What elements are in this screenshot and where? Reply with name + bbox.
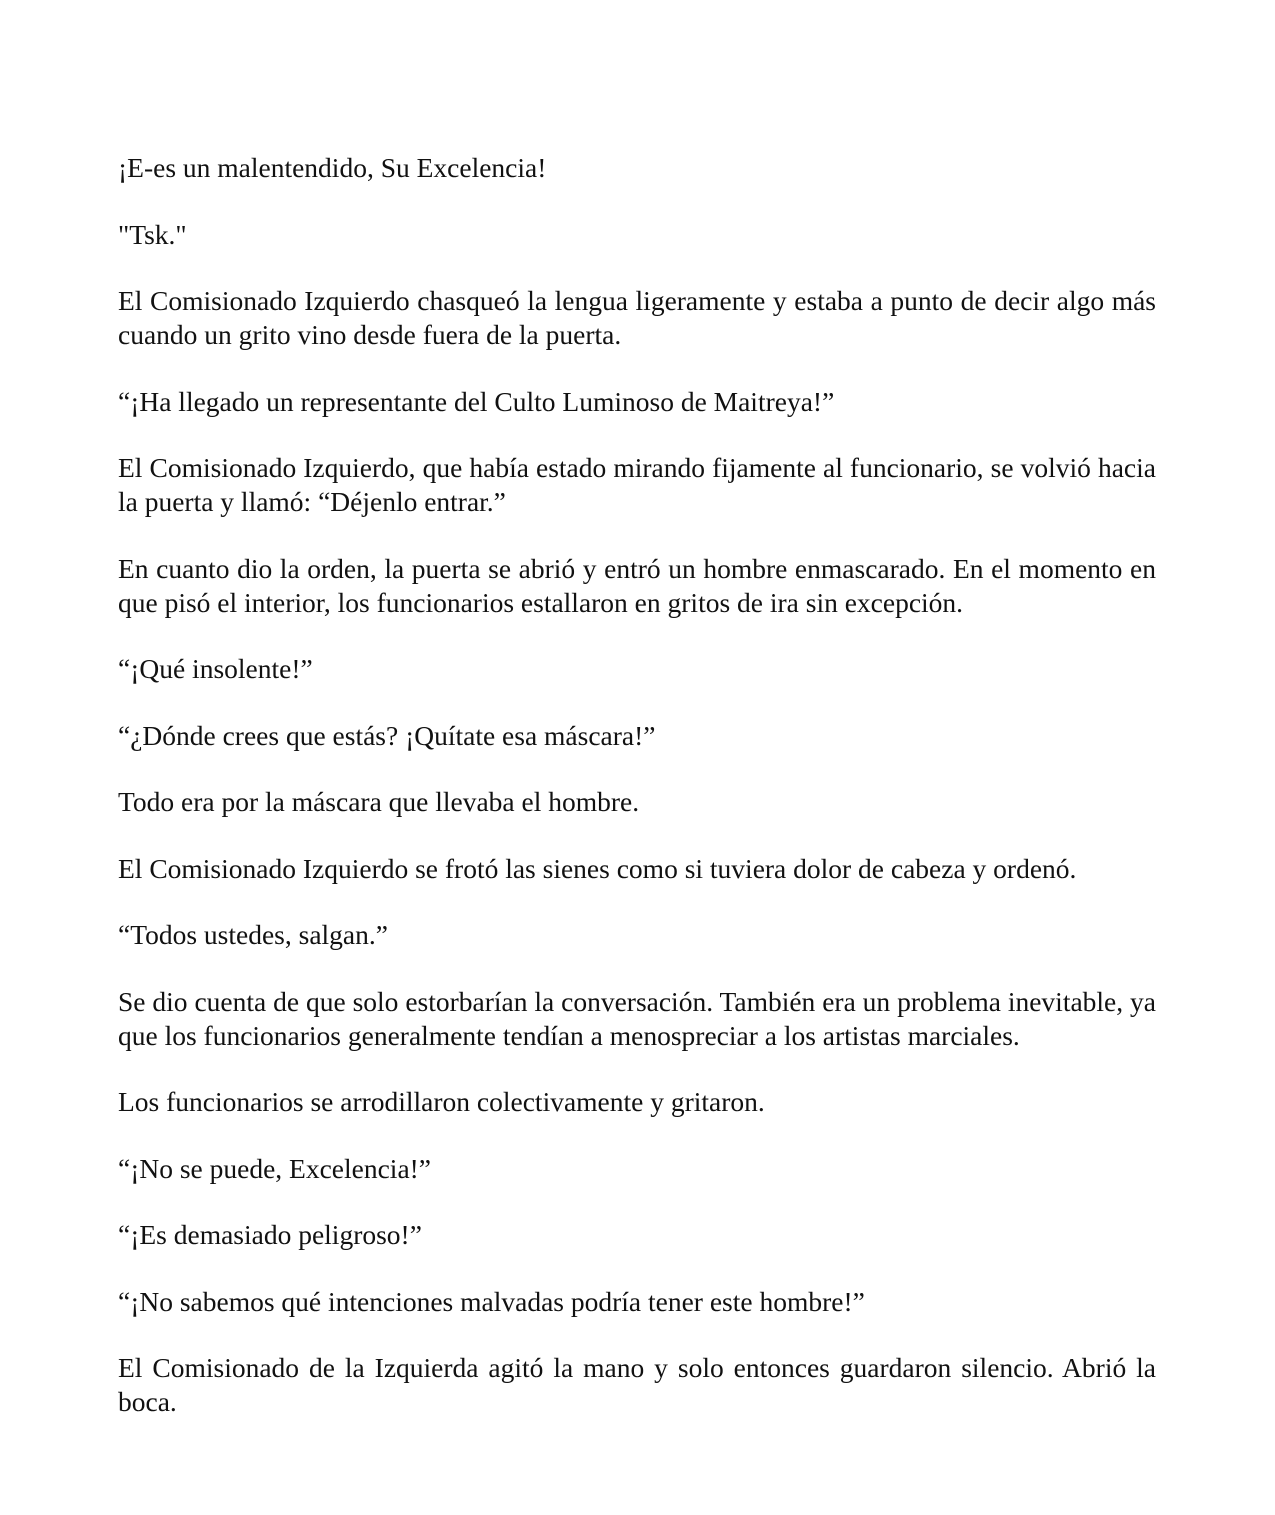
paragraph: “¡No se puede, Excelencia!”	[118, 1152, 432, 1184]
paragraph: En cuanto dio la orden, la puerta se abrió y entró un hombre enmascarado. En el momento en que pisó el interior, los funcionarios estallaron en gritos de ira sin excepción.	[118, 552, 1156, 618]
paragraph: ¡E-es un malentendido, Su Excelencia!	[118, 152, 547, 183]
paragraph: “¡Es demasiado peligroso!”	[118, 1219, 422, 1250]
paragraph: "Tsk."	[118, 218, 187, 250]
paragraph: Todo era por la máscara que llevaba el hombre.	[118, 786, 640, 817]
paragraph: Los funcionarios se arrodillaron colectivamente y gritaron.	[118, 1086, 765, 1117]
paragraph: El Comisionado Izquierdo se frotó las sienes como si tuviera dolor de cabeza y ordenó.	[118, 852, 1077, 884]
paragraph: “¡No sabemos qué intenciones malvadas podría tener este hombre!”	[118, 1285, 865, 1317]
paragraph: “¡Ha llegado un representante del Culto Luminoso de Maitreya!”	[118, 385, 835, 417]
paragraph: El Comisionado Izquierdo, que había estado mirando fijamente al funcionario, se volvió hacia la puerta y llamó: “Déjenlo entrar.”	[118, 452, 1156, 517]
paragraph: “Todos ustedes, salgan.”	[118, 919, 388, 950]
paragraph: “¡Qué insolente!”	[118, 653, 313, 684]
paragraph: El Comisionado de la Izquierda agitó la mano y solo entonces guardaron silencio. Abrió la boca.	[118, 1352, 1156, 1417]
paragraph: El Comisionado Izquierdo chasqueó la lengua ligeramente y estaba a punto de decir algo más cuando un grito vino desde fuera de la puerta.	[118, 285, 1156, 350]
paragraph: Se dio cuenta de que solo estorbarían la conversación. También era un problema inevitable, ya que los funcionarios generalmente tendían a menospreciar a los artistas marciales.	[118, 985, 1156, 1051]
paragraph: “¿Dónde crees que estás? ¡Quítate esa máscara!”	[118, 719, 656, 751]
document-page	[118, 151, 1156, 1452]
